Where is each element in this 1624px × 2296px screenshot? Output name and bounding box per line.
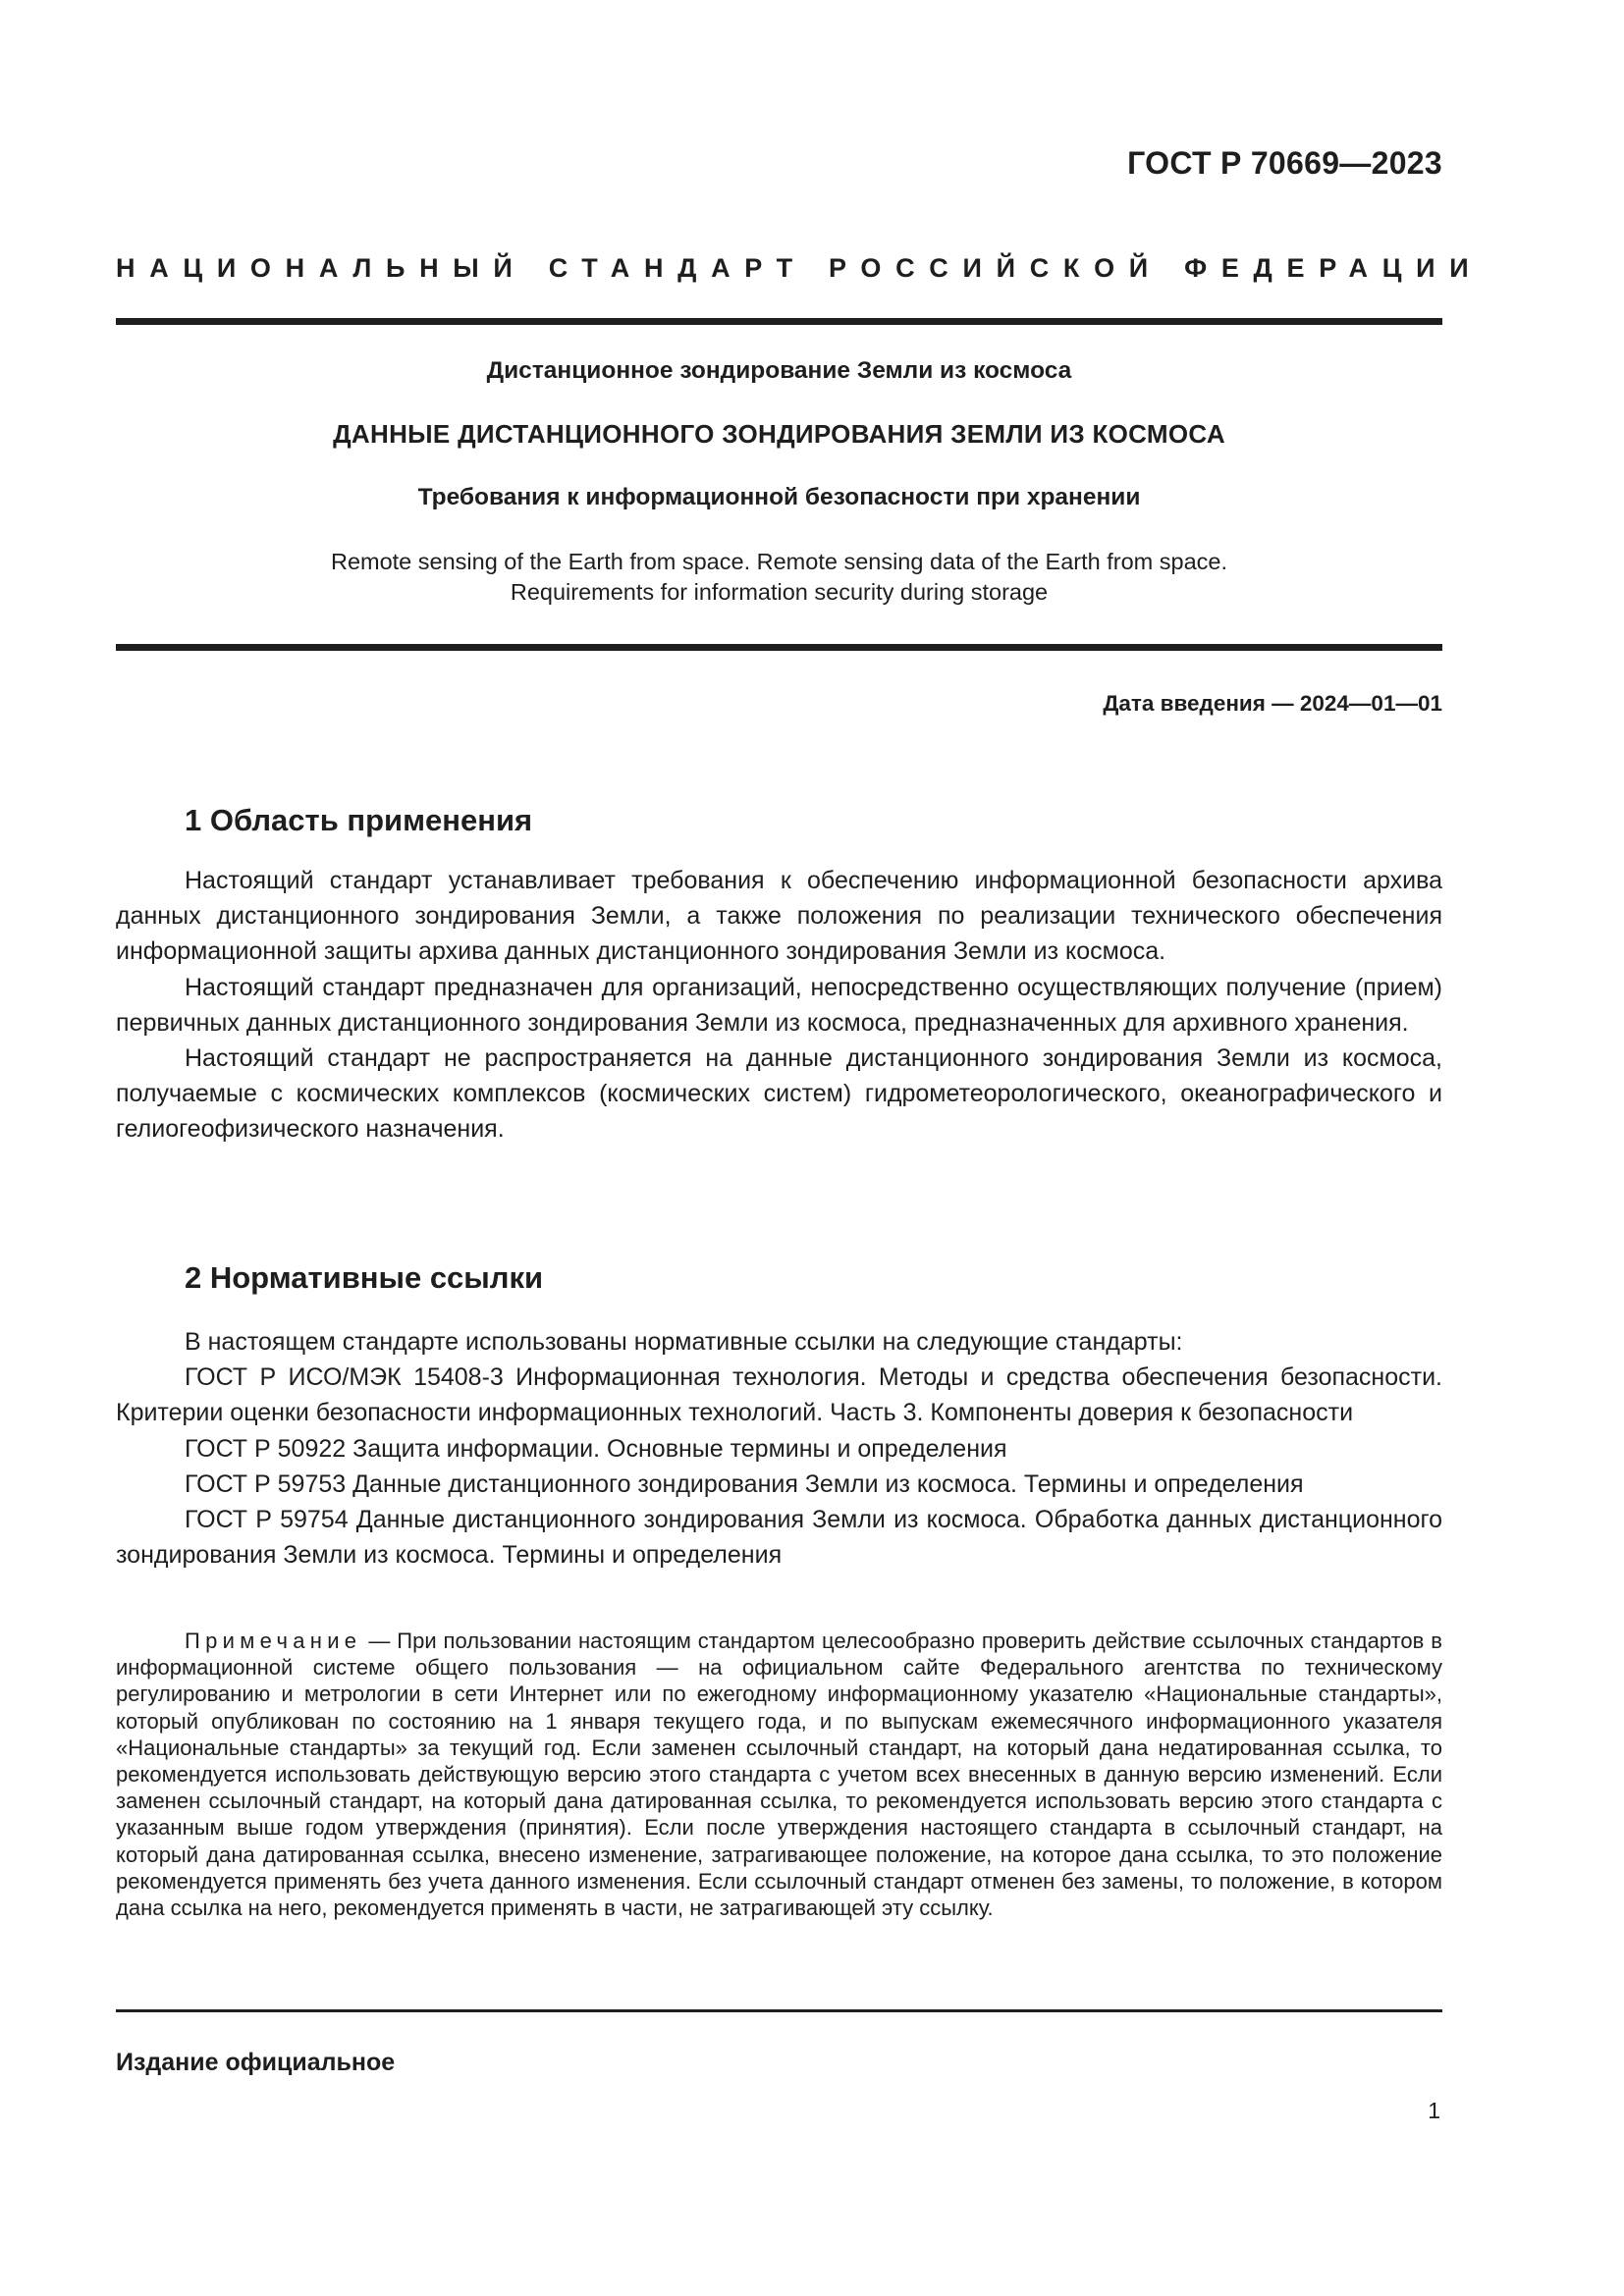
- note-text: — При пользовании настоящим стандартом целесообразно проверить действие ссылочных стандартов в информационной системе общего пользования — на официальном сайте Федерального агентства по техническому регулированию и метрологии в сети Интернет или по ежегодному информационному указателю «Национальные стандарты», который опубликован по состоянию на 1 января текущего года, и по выпускам ежемесячного информационного указателя «Национальные стандарты» за текущий год. Если заменен ссылочный стандарт, на который дана недатированная ссылка, то рекомендуется использовать действующую версию этого стандарта с учетом всех внесенных в данную версию изменений. Если заменен ссылочный стандарт, на который дана датированная ссылка, то рекомендуется использовать версию этого стандарта с указанным выше годом утверждения (принятия). Если после утверждения настоящего стандарта в ссылочный стандарт, на который дана датированная ссылка, внесено изменение, затрагивающее положение, на которое дана ссылка, то это положение рекомендуется применять без учета данного изменения. Если ссылочный стандарт отменен без замены, то положение, в котором дана ссылка на него, рекомендуется применять в части, не затрагивающей эту ссылку.: [116, 1629, 1442, 1921]
- english-title-line-1: Remote sensing of the Earth from space. Remote sensing data of the Earth from space.: [330, 549, 1228, 574]
- title-divider: [116, 644, 1442, 651]
- english-title-line-2: Requirements for information security during storage: [510, 579, 1049, 605]
- section-1-body: [116, 863, 1442, 1148]
- title-line-3: Требования к информационной безопасности при хранении: [417, 484, 1141, 510]
- reference-item: ГОСТ Р ИСО/МЭК 15408-3 Информационная технология. Методы и средства обеспечения безопасности. Критерии оценки безопасности информационных технологий. Часть 3. Компоненты доверия к безопасности: [116, 1363, 1442, 1427]
- paragraph: Настоящий стандарт предназначен для организаций, непосредственно осуществляющих получение (прием) первичных данных дистанционного зондирования Земли из космоса, предназначенных для архивного хранения.: [116, 973, 1442, 1037]
- paragraph: В настоящем стандарте использованы нормативные ссылки на следующие стандарты:: [185, 1328, 1183, 1356]
- page-number: 1: [1428, 2098, 1440, 2123]
- note-label: Примечание: [185, 1629, 362, 1653]
- top-divider: [116, 318, 1442, 325]
- paragraph: Настоящий стандарт устанавливает требования к обеспечению информационной безопасности архива данных дистанционного зондирования Земли, а также положения по реализации технического обеспечения информационной защиты архива данных дистанционного зондирования Земли из космоса.: [116, 867, 1442, 966]
- official-edition-label: Издание официальное: [116, 2049, 396, 2076]
- paragraph: Настоящий стандарт не распространяется на данные дистанционного зондирования Земли из космоса, получаемые с космических комплексов (космических систем) гидрометеорологического, океанографического и гелиогеофизического назначения.: [116, 1044, 1442, 1144]
- section-2-body: [116, 1324, 1442, 1573]
- title-line-1: Дистанционное зондирование Земли из космоса: [486, 357, 1072, 384]
- section-1-heading: 1 Область применения: [185, 803, 533, 837]
- section-2-heading: 2 Нормативные ссылки: [185, 1260, 544, 1295]
- english-title: [116, 547, 1442, 608]
- reference-item: ГОСТ Р 50922 Защита информации. Основные термины и определения: [185, 1434, 1007, 1463]
- title-line-2: ДАННЫЕ ДИСТАНЦИОННОГО ЗОНДИРОВАНИЯ ЗЕМЛИ ИЗ КОСМОСА: [333, 419, 1225, 449]
- introduction-date: Дата введения — 2024—01—01: [1103, 691, 1442, 716]
- standard-series-title: НАЦИОНАЛЬНЫЙ СТАНДАРТ РОССИЙСКОЙ ФЕДЕРАЦИИ: [116, 253, 1484, 283]
- reference-item: ГОСТ Р 59753 Данные дистанционного зондирования Земли из космоса. Термины и определения: [185, 1469, 1304, 1498]
- footer-divider: [116, 2009, 1442, 2012]
- document-number: ГОСТ Р 70669—2023: [1127, 145, 1442, 181]
- reference-item: ГОСТ Р 59754 Данные дистанционного зондирования Земли из космоса. Обработка данных дистанционного зондирования Земли из космоса. Термины и определения: [116, 1506, 1442, 1570]
- note: [116, 1628, 1442, 1921]
